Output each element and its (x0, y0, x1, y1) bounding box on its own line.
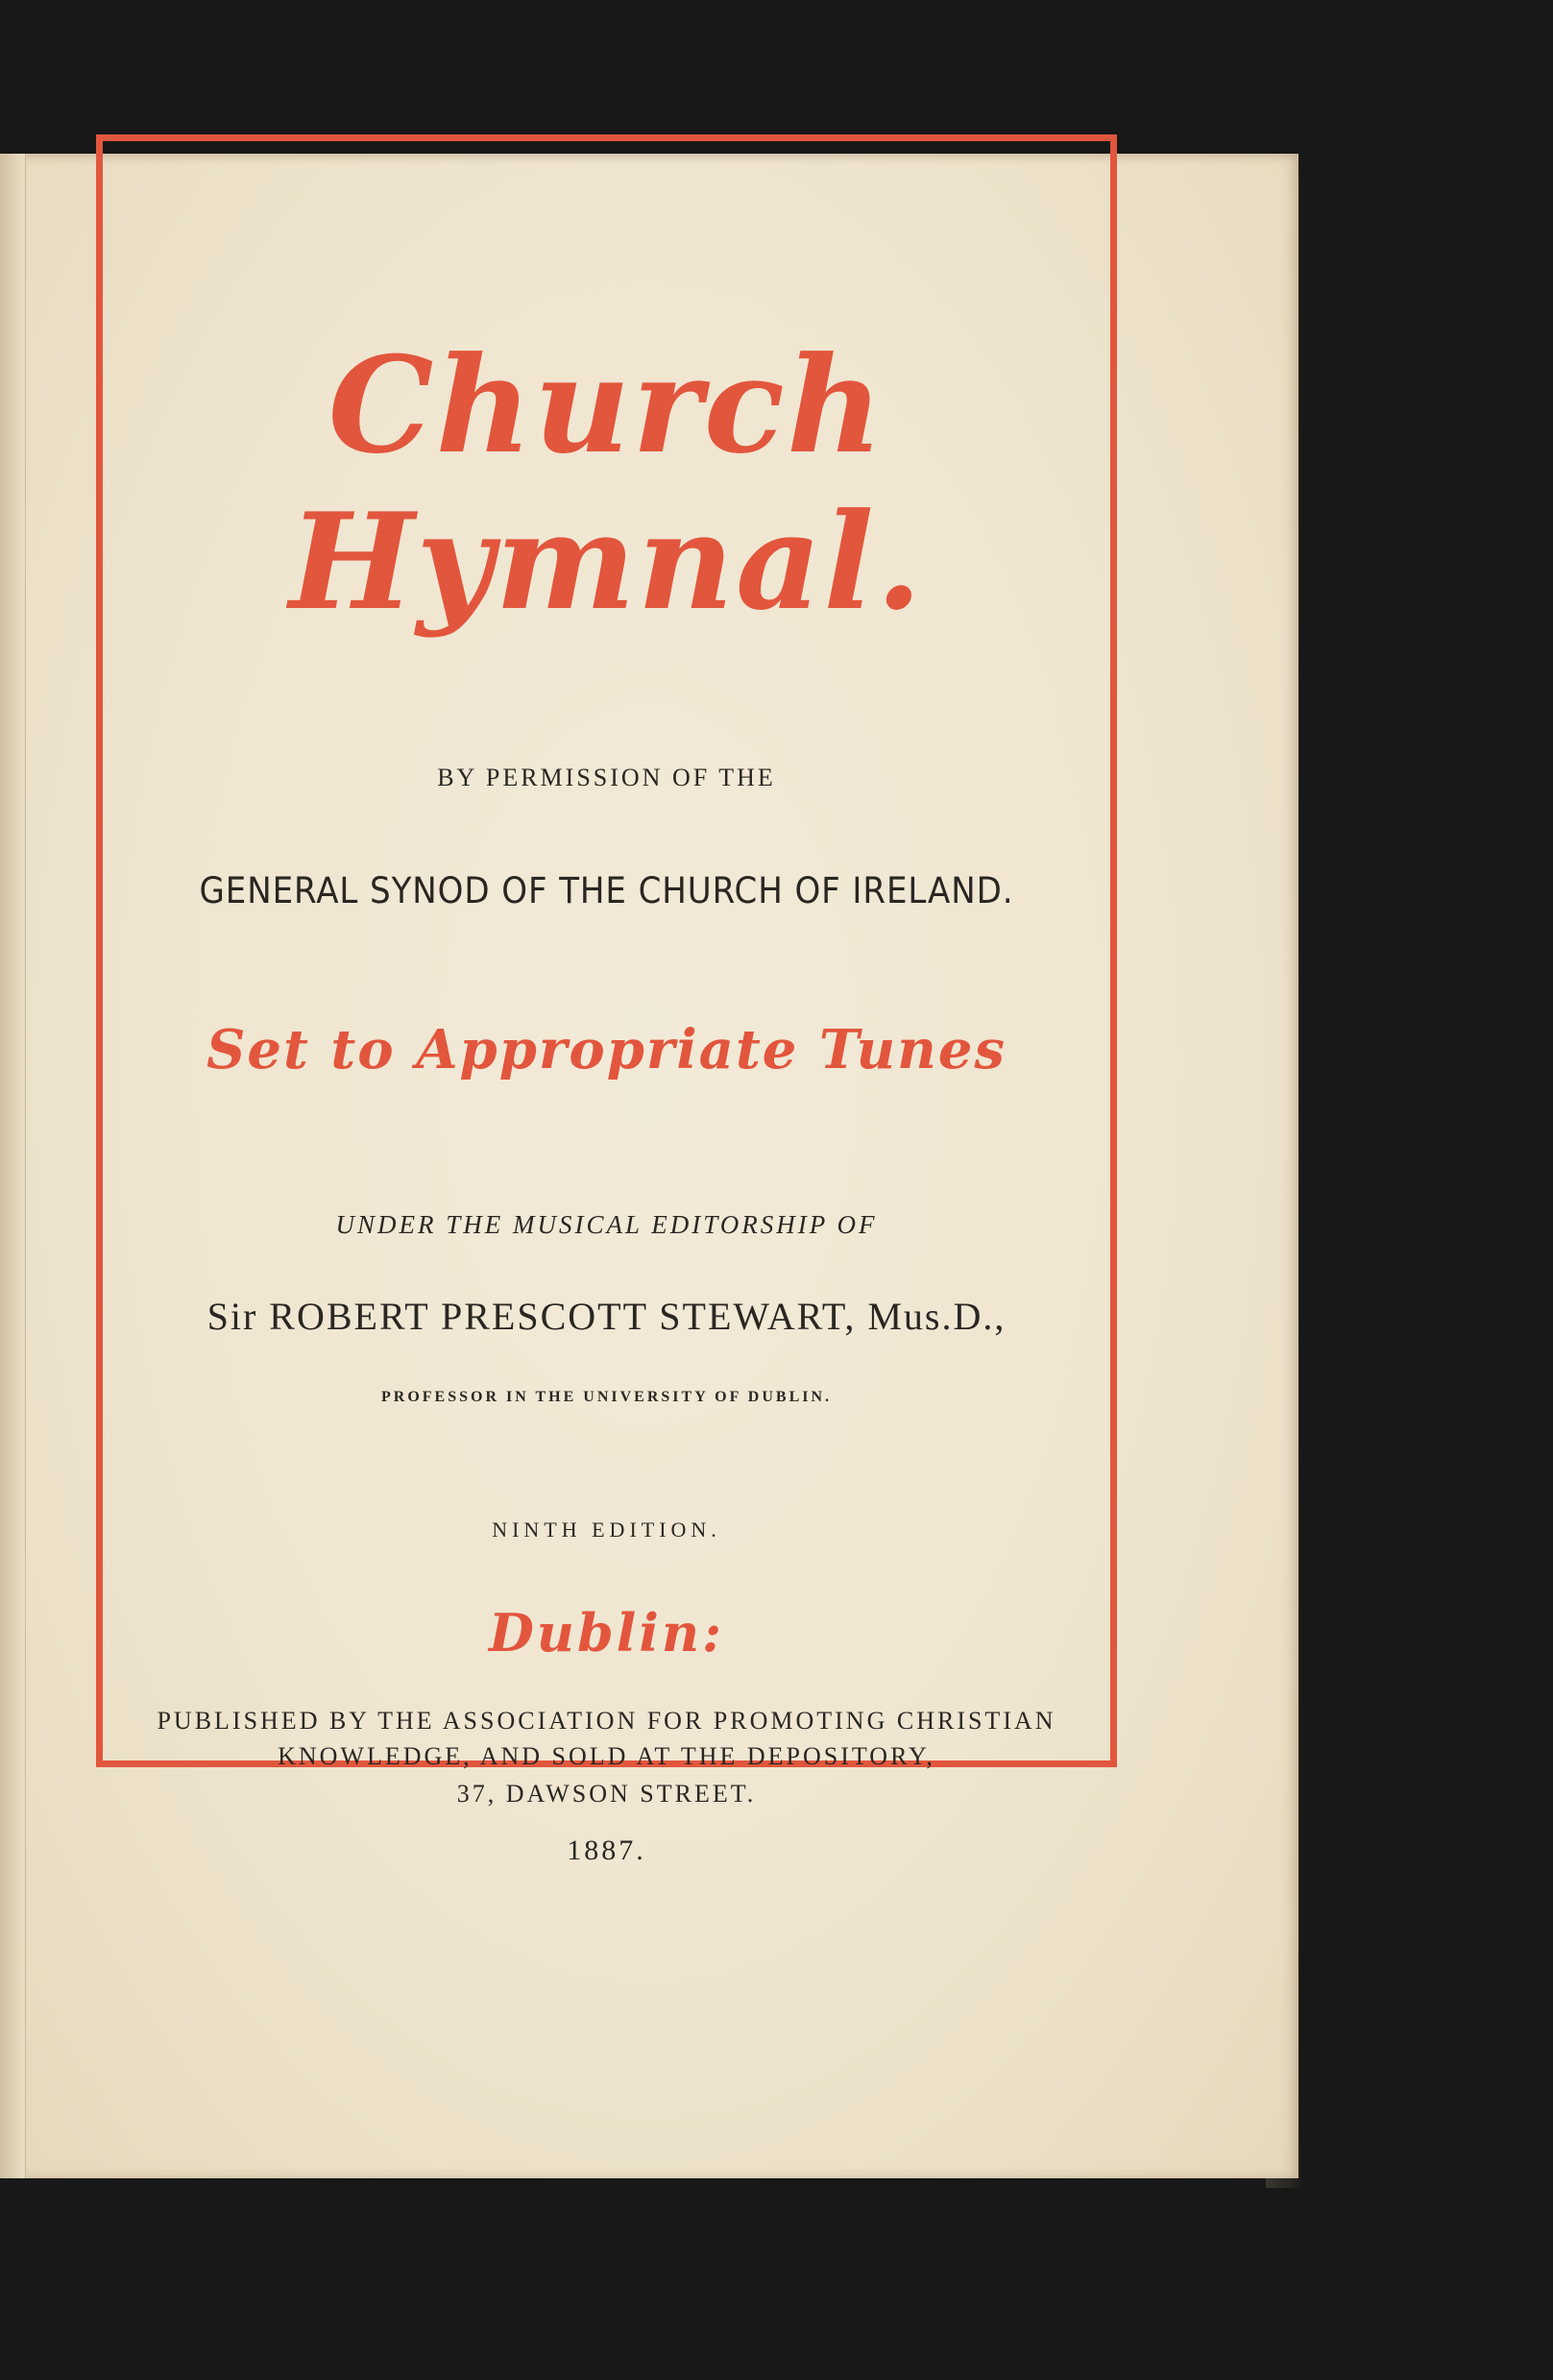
permission-line: BY PERMISSION OF THE (437, 764, 776, 791)
publisher-line-3: 37, DAWSON STREET. (456, 1780, 757, 1808)
publisher-line-2: KNOWLEDGE, AND SOLD AT THE DEPOSITORY, (278, 1742, 935, 1770)
professor-line: PROFESSOR IN THE UNIVERSITY OF DUBLIN. (380, 1389, 833, 1405)
edition-line: NINTH EDITION. (492, 1518, 721, 1542)
publisher-line-1: PUBLISHED BY THE ASSOCIATION FOR PROMOTING CHRISTIAN (157, 1707, 1056, 1735)
publication-year: 1887. (567, 1834, 646, 1866)
book-title: Church Hymnal. (289, 327, 924, 640)
synod-line: GENERAL SYNOD OF THE CHURCH OF IRELAND. (199, 870, 1014, 911)
city-line: Dublin: (488, 1602, 725, 1664)
tunes-line: Set to Appropriate Tunes (206, 1018, 1007, 1081)
page-gutter (0, 154, 26, 2178)
editor-line: Sir ROBERT PRESCOTT STEWART, Mus.D., (206, 1295, 1007, 1338)
editorship-line: UNDER THE MUSICAL EDITORSHIP OF (335, 1210, 878, 1239)
